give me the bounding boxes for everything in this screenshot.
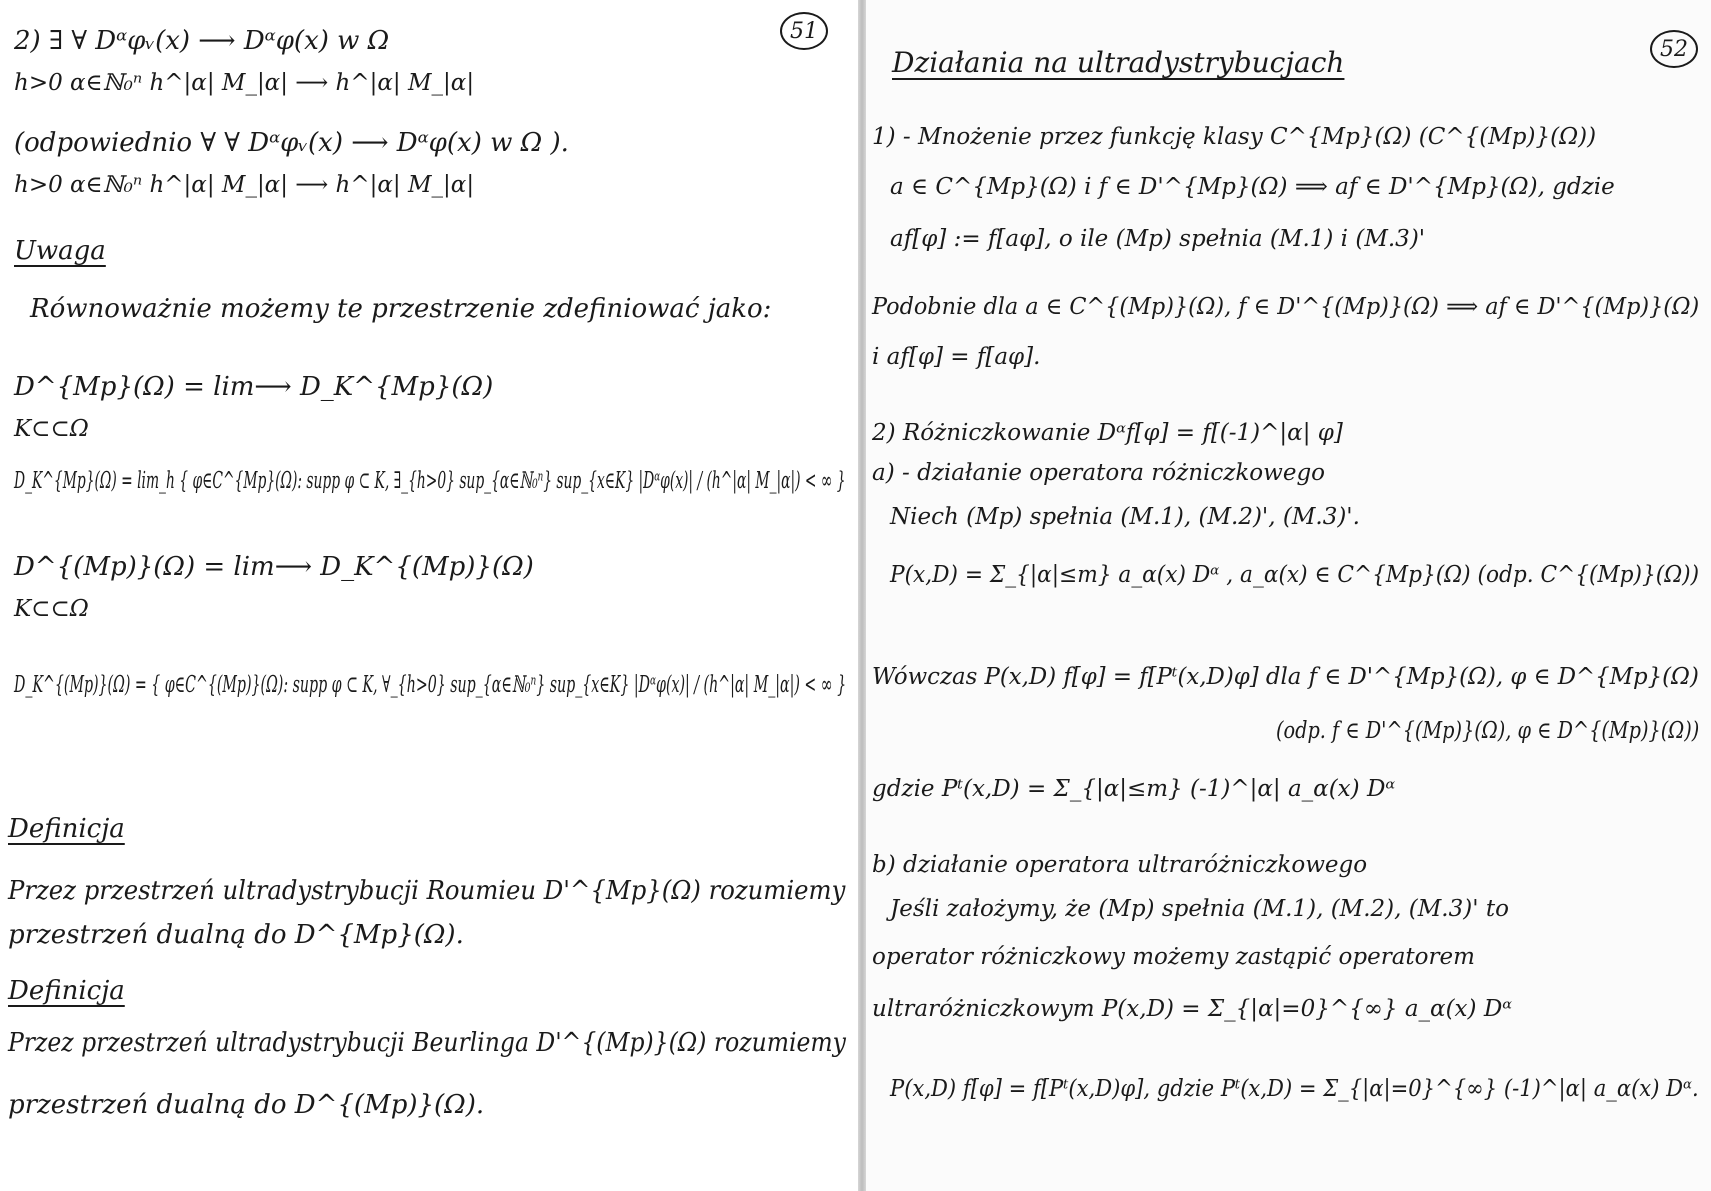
text-line: a ∈ C^{Mp}(Ω) i f ∈ D'^{Mp}(Ω) ⟹ af ∈ D'^{Mp}(Ω), gdzie [890, 174, 1615, 200]
text-line: (odpowiednio ∀ ∀ Dᵅφᵥ(x) ⟶ Dᵅφ(x) w Ω ). [14, 128, 569, 158]
section-heading: Uwaga [14, 236, 106, 266]
text-line: a) - działanie operatora różniczkowego [872, 460, 1326, 486]
section-heading: Definicja [8, 814, 125, 844]
formula-line: D_K^{Mp}(Ω) = lim_h { φ∈C^{Mp}(Ω): supp φ ⊂ K, ∃_{h>0} sup_{α∈ℕ₀ⁿ} sup_{x∈K} |Dᵅφ(x)| / (h^|α| M_|α|) < ∞ } [14, 468, 846, 494]
formula-line: (odp. f ∈ D'^{(Mp)}(Ω), φ ∈ D^{(Mp)}(Ω)) [1276, 718, 1700, 744]
text-line: af[φ] := f[aφ], o ile (Mp) spełnia (M.1) i (M.3)' [890, 226, 1426, 252]
text-line: przestrzeń dualną do D^{(Mp)}(Ω). [8, 1090, 485, 1120]
text-line: i af[φ] = f[aφ]. [872, 344, 1041, 370]
formula-line: P(x,D) f[φ] = f[Pᵗ(x,D)φ], gdzie Pᵗ(x,D) = Σ_{|α|=0}^{∞} (-1)^|α| a_α(x) Dᵅ. [890, 1076, 1699, 1102]
formula-line: ultraróżniczkowym P(x,D) = Σ_{|α|=0}^{∞} a_α(x) Dᵅ [872, 996, 1513, 1022]
text-line: Przez przestrzeń ultradystrybucji Beurlinga D'^{(Mp)}(Ω) rozumiemy [8, 1028, 846, 1058]
text-line: 2) Różniczkowanie Dᵅf[φ] = f[(-1)^|α| φ] [872, 420, 1343, 446]
text-line: Podobnie dla a ∈ C^{(Mp)}(Ω), f ∈ D'^{(Mp)}(Ω) ⟹ af ∈ D'^{(Mp)}(Ω) [872, 294, 1700, 320]
text-line: 1) - Mnożenie przez funkcję klasy C^{Mp}(Ω) (C^{(Mp)}(Ω)) [872, 124, 1597, 150]
page-number-badge: 52 [1650, 30, 1698, 68]
right-page [866, 0, 1711, 1191]
text-line: h>0 α∈ℕ₀ⁿ h^|α| M_|α| ⟶ h^|α| M_|α| [14, 70, 475, 96]
text-line: Równoważnie możemy te przestrzenie zdefiniować jako: [30, 294, 772, 324]
text-line: Niech (Mp) spełnia (M.1), (M.2)', (M.3)'. [890, 504, 1360, 530]
formula-line: D^{(Mp)}(Ω) = lim⟶ D_K^{(Mp)}(Ω) [14, 552, 534, 582]
formula-line: gdzie Pᵗ(x,D) = Σ_{|α|≤m} (-1)^|α| a_α(x) Dᵅ [872, 776, 1396, 802]
text-line: Jeśli założymy, że (Mp) spełnia (M.1), (M.2), (M.3)' to [890, 896, 1509, 922]
text-line: przestrzeń dualną do D^{Mp}(Ω). [8, 920, 464, 950]
formula-line: P(x,D) = Σ_{|α|≤m} a_α(x) Dᵅ , a_α(x) ∈ C^{Mp}(Ω) (odp. C^{(Mp)}(Ω)) [890, 562, 1700, 588]
page-gutter [858, 0, 866, 1191]
formula-line: K⊂⊂Ω [14, 416, 89, 442]
formula-line: K⊂⊂Ω [14, 596, 89, 622]
formula-line: D^{Mp}(Ω) = lim⟶ D_K^{Mp}(Ω) [14, 372, 494, 402]
formula-line: D_K^{(Mp)}(Ω) = { φ∈C^{(Mp)}(Ω): supp φ ⊂ K, ∀_{h>0} sup_{α∈ℕ₀ⁿ} sup_{x∈K} |Dᵅφ(x)| / (h^|α| M_|α|) < ∞ } [14, 672, 847, 698]
page-title: Działania na ultradystrybucjach [892, 46, 1345, 79]
formula-line: Wówczas P(x,D) f[φ] = f[Pᵗ(x,D)φ] dla f ∈ D'^{Mp}(Ω), φ ∈ D^{Mp}(Ω) [872, 664, 1699, 690]
page-number-badge: 51 [780, 12, 828, 50]
text-line: 2) ∃ ∀ Dᵅφᵥ(x) ⟶ Dᵅφ(x) w Ω [14, 26, 390, 56]
text-line: b) działanie operatora ultraróżniczkowego [872, 852, 1368, 878]
section-heading: Definicja [8, 976, 125, 1006]
text-line: h>0 α∈ℕ₀ⁿ h^|α| M_|α| ⟶ h^|α| M_|α| [14, 172, 475, 198]
text-line: Przez przestrzeń ultradystrybucji Roumieu D'^{Mp}(Ω) rozumiemy [8, 876, 846, 906]
text-line: operator różniczkowy możemy zastąpić operatorem [872, 944, 1475, 970]
